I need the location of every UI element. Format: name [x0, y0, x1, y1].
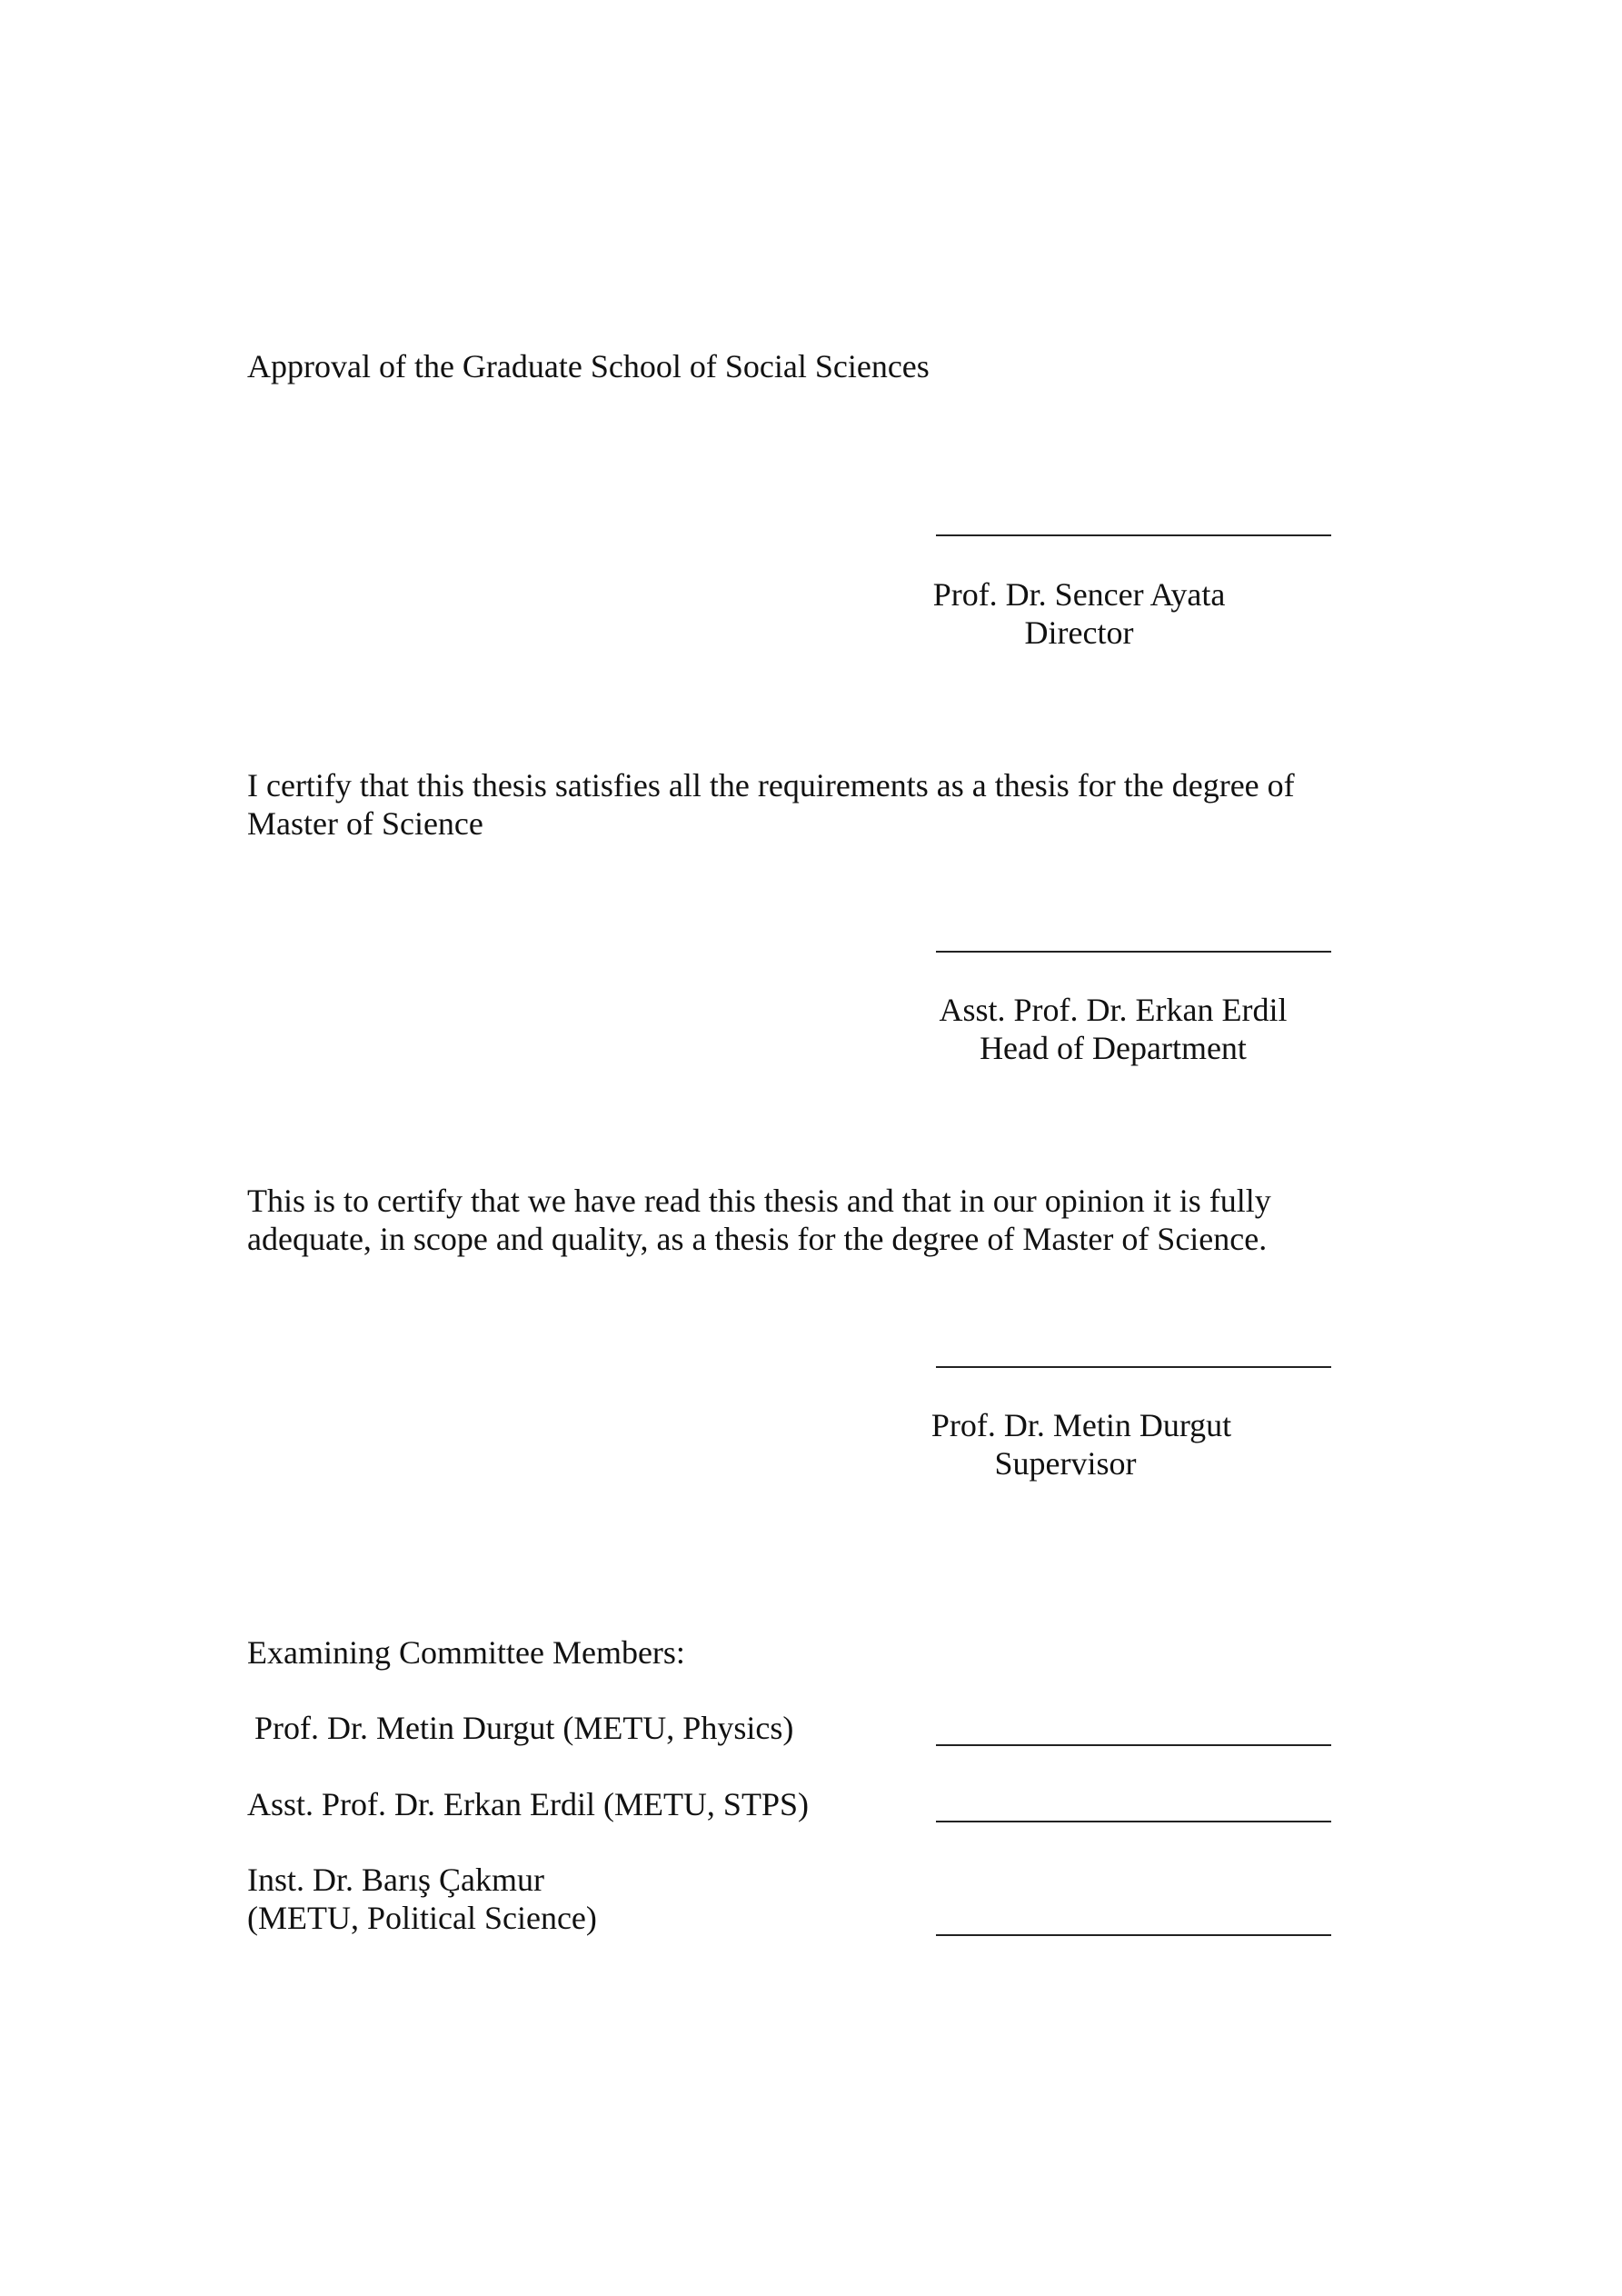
certify-read-line1: This is to certify that we have read this thesis and that in our opinion it is fully	[247, 1183, 1271, 1219]
supervisor-role: Supervisor	[994, 1445, 1137, 1482]
certify-requirements-line2: Master of Science	[247, 805, 483, 842]
head-name: Asst. Prof. Dr. Erkan Erdil	[939, 992, 1288, 1028]
approval-heading: Approval of the Graduate School of Social Sciences	[247, 348, 930, 384]
committee-member-2-signature-line	[936, 1821, 1331, 1822]
committee-member-1: Prof. Dr. Metin Durgut (METU, Physics)	[254, 1710, 794, 1746]
head-role: Head of Department	[980, 1030, 1247, 1066]
supervisor-signature-line	[936, 1366, 1331, 1368]
supervisor-name: Prof. Dr. Metin Durgut	[930, 1407, 1232, 1443]
committee-member-2: Asst. Prof. Dr. Erkan Erdil (METU, STPS)	[247, 1786, 809, 1822]
committee-member-3-name: Inst. Dr. Barış Çakmur	[247, 1862, 544, 1898]
certify-requirements-line1: I certify that this thesis satisfies all the requirements as a thesis for the degree of	[247, 767, 1295, 804]
committee-member-3-affiliation: (METU, Political Science)	[247, 1900, 597, 1936]
director-signature-line	[936, 534, 1331, 536]
head-signature-line	[936, 951, 1331, 953]
committee-member-3-signature-line	[936, 1934, 1331, 1936]
director-role: Director	[1024, 614, 1134, 651]
committee-member-1-signature-line	[936, 1744, 1331, 1746]
certify-read-line2: adequate, in scope and quality, as a thesis for the degree of Master of Science.	[247, 1221, 1268, 1257]
committee-heading: Examining Committee Members:	[247, 1634, 685, 1671]
director-name: Prof. Dr. Sencer Ayata	[932, 576, 1226, 613]
